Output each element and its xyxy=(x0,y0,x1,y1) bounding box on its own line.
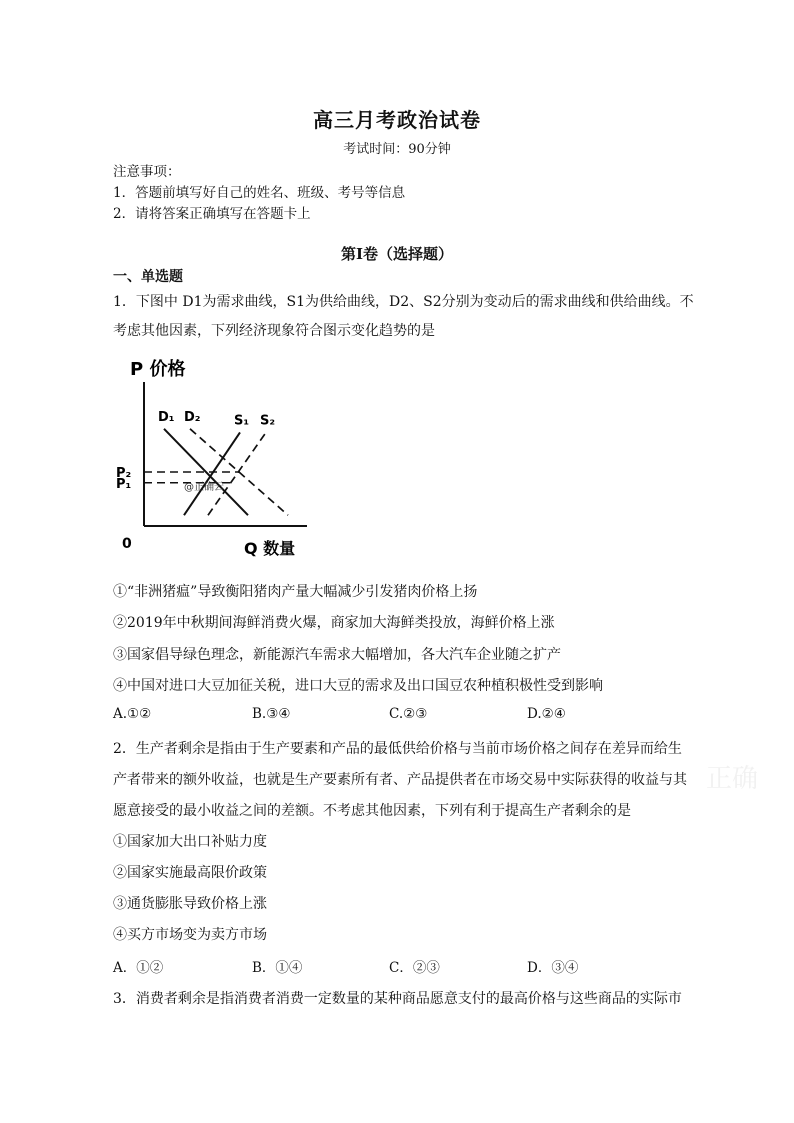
q1-text-line1: 1．下图中 D1为需求曲线，S1为供给曲线，D2、S2分别为变动后的需求曲线和供给曲线。不 xyxy=(113,294,694,310)
q1-choice-c[interactable]: C.②③ xyxy=(389,706,428,722)
series-label-d1: D₁ xyxy=(158,409,175,425)
q1-option-3: ③国家倡导绿色理念，新能源汽车需求大幅增加，各大汽车企业随之扩产 xyxy=(113,647,561,663)
q2-option-4: ④买方市场变为卖方市场 xyxy=(113,927,267,943)
q2-choice-c[interactable]: C．②③ xyxy=(389,960,440,976)
q3-text-line1: 3．消费者剩余是指消费者消费一定数量的某种商品愿意支付的最高价格与这些商品的实际市 xyxy=(113,991,682,1007)
q1-option-1: ①“非洲猪瘟”导致衡阳猪肉产量大幅减少引发猪肉价格上扬 xyxy=(113,584,478,600)
page-title: 高三月考政治试卷 xyxy=(313,108,481,132)
x-axis-label: Q 数量 xyxy=(244,539,296,558)
section-title: 第I卷（选择题） xyxy=(340,245,454,263)
q1-choice-b[interactable]: B.③④ xyxy=(252,706,291,722)
q2-option-1: ①国家加大出口补贴力度 xyxy=(113,834,267,850)
page-watermark: 正确 xyxy=(705,764,758,794)
q1-choice-d[interactable]: D.②④ xyxy=(527,706,566,722)
y-axis-label: P 价格 xyxy=(130,359,186,380)
notice-item-2: 2．请将答案正确填写在答题卡上 xyxy=(113,206,311,222)
y-tick-p2: P₂ xyxy=(116,466,132,481)
q2-text-line3: 愿意接受的最小收益之间的差额。不考虑其他因素，下列有利于提高生产者剩余的是 xyxy=(113,803,631,819)
series-label-s2: S₂ xyxy=(260,413,276,429)
q2-choice-d[interactable]: D．③④ xyxy=(527,960,579,976)
series-label-s1: S₁ xyxy=(234,413,250,429)
q2-text-line1: 2．生产者剩余是指由于生产要素和产品的最低供给价格与当前市场价格之间存在差异而给生 xyxy=(113,741,682,757)
supply-demand-chart xyxy=(112,350,312,560)
q1-choice-a[interactable]: A.①② xyxy=(113,706,152,722)
y-tick-p1: P₁ xyxy=(116,476,132,492)
origin-label: 0 xyxy=(122,536,132,552)
series-label-d2: D₂ xyxy=(184,409,201,425)
part-heading: 一、单选题 xyxy=(113,269,183,285)
q2-option-3: ③通货膨胀导致价格上涨 xyxy=(113,896,267,912)
q2-choice-b[interactable]: B．①④ xyxy=(252,960,303,976)
q2-choice-a[interactable]: A．①② xyxy=(113,960,164,976)
q1-text-line2: 考虑其他因素，下列经济现象符合图示变化趋势的是 xyxy=(113,323,435,339)
chart-watermark: @正确云 xyxy=(184,482,224,493)
notice-item-1: 1．答题前填写好自己的姓名、班级、考号等信息 xyxy=(113,185,406,201)
q2-text-line2: 产者带来的额外收益，也就是生产要素所有者、产品提供者在市场交易中实际获得的收益与其 xyxy=(113,772,687,788)
series-line-s1 xyxy=(184,432,240,515)
exam-time: 考试时间：90分钟 xyxy=(343,142,451,157)
notice-heading: 注意事项： xyxy=(113,164,181,180)
q2-option-2: ②国家实施最高限价政策 xyxy=(113,865,267,881)
q1-option-4: ④中国对进口大豆加征关税，进口大豆的需求及出口国豆农种植积极性受到影响 xyxy=(113,678,603,694)
q1-option-2: ②2019年中秋期间海鲜消费火爆，商家加大海鲜类投放，海鲜价格上涨 xyxy=(113,615,555,631)
